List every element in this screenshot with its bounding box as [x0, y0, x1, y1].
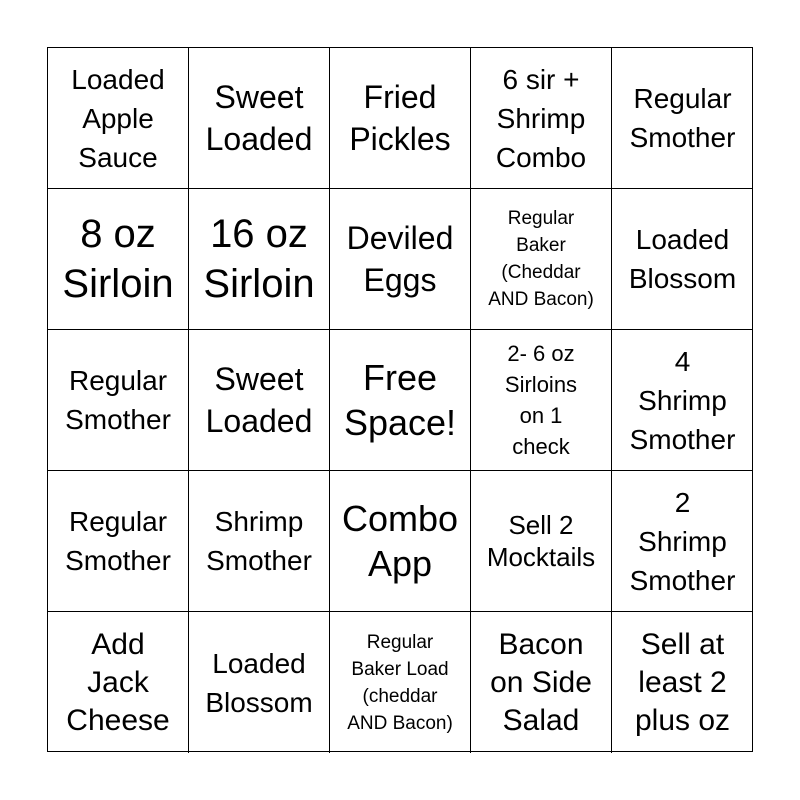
bingo-cell[interactable] [471, 48, 612, 189]
bingo-cell-label: 8 oz Sirloin [62, 212, 174, 306]
bingo-cell-label: 2- 6 oz Sirloins on 1 check [504, 341, 578, 459]
bingo-cell-label: Sweet Loaded [205, 361, 313, 439]
bingo-cell[interactable] [612, 330, 753, 471]
bingo-cell-label: Sell at least 2 plus oz [634, 627, 731, 737]
bingo-cell[interactable] [471, 189, 612, 330]
bingo-cell[interactable] [48, 48, 189, 189]
bingo-cell[interactable] [612, 612, 753, 753]
bingo-cell-label: Loaded Apple Sauce [71, 63, 165, 173]
bingo-cell-label: Bacon on Side Salad [490, 627, 592, 737]
bingo-cell[interactable] [471, 330, 612, 471]
bingo-cell-label: Loaded Blossom [628, 224, 737, 294]
bingo-cell-label: Regular Smother [65, 365, 171, 435]
bingo-cell[interactable] [330, 330, 471, 471]
bingo-cell[interactable] [48, 612, 189, 753]
bingo-cell[interactable] [189, 612, 330, 753]
bingo-cell-label: 6 sir + Shrimp Combo [495, 63, 587, 173]
bingo-cell[interactable] [330, 189, 471, 330]
bingo-cell[interactable] [189, 189, 330, 330]
bingo-cell[interactable] [471, 471, 612, 612]
bingo-cell[interactable] [330, 48, 471, 189]
bingo-cell-label: Sell 2 Mocktails [486, 510, 596, 572]
bingo-cell-label: Fried Pickles [349, 79, 451, 157]
bingo-cell-label: Regular Baker (Cheddar AND Bacon) [488, 208, 594, 310]
bingo-cell-label: 2 Shrimp Smother [629, 486, 736, 596]
bingo-cell-label: Add Jack Cheese [66, 627, 170, 737]
bingo-grid [48, 48, 753, 753]
bingo-cell-label: Free Space! [343, 357, 457, 443]
bingo-cell-label: Shrimp Smother [206, 506, 312, 576]
bingo-cell[interactable] [612, 189, 753, 330]
bingo-cell[interactable] [330, 612, 471, 753]
bingo-cell[interactable] [48, 189, 189, 330]
bingo-cell-label: Deviled Eggs [346, 220, 454, 298]
bingo-cell-label: Regular Smother [65, 506, 171, 576]
bingo-cell[interactable] [612, 48, 753, 189]
bingo-cell-label: Combo App [341, 498, 459, 584]
bingo-cell[interactable] [189, 330, 330, 471]
bingo-cell[interactable] [48, 471, 189, 612]
bingo-cell-label: Sweet Loaded [205, 79, 313, 157]
bingo-cell[interactable] [189, 471, 330, 612]
bingo-cell[interactable] [189, 48, 330, 189]
bingo-cell-label: Regular Smother [629, 83, 736, 153]
bingo-cell[interactable] [471, 612, 612, 753]
bingo-cell[interactable] [330, 471, 471, 612]
bingo-cell-label: 16 oz Sirloin [203, 212, 315, 306]
bingo-cell-label: Regular Baker Load (cheddar AND Bacon) [347, 631, 453, 734]
bingo-cell-label: Loaded Blossom [205, 647, 313, 718]
bingo-cell-label: 4 Shrimp Smother [629, 345, 736, 455]
bingo-cell[interactable] [612, 471, 753, 612]
bingo-card [47, 47, 753, 752]
bingo-cell[interactable] [48, 330, 189, 471]
